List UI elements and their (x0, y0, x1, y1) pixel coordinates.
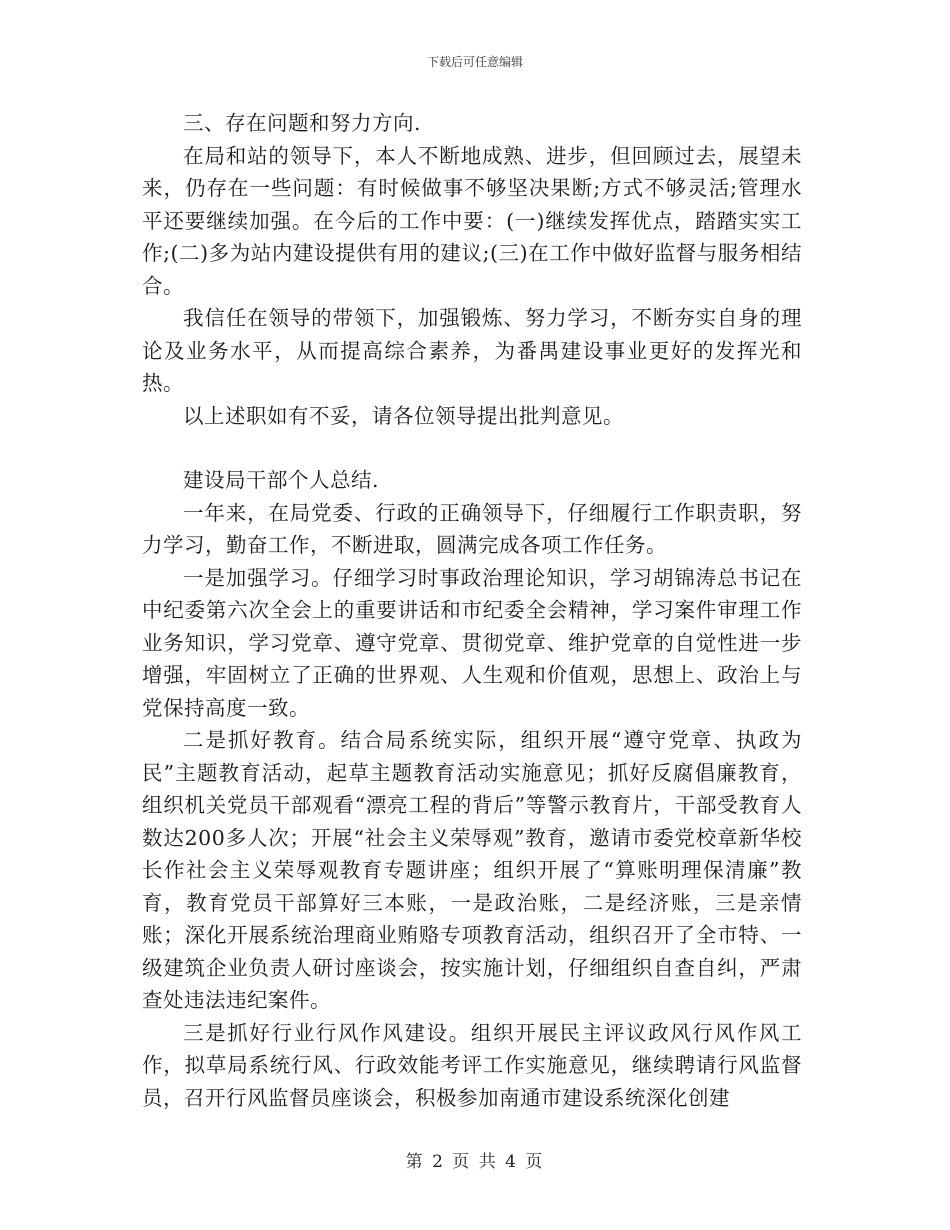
page-header-note: 下载后可任意编辑 (426, 55, 523, 69)
paragraph-closing: 以上述职如有不妥，请各位领导提出批判意见。 (183, 403, 624, 428)
paragraph-commitment: 我信任在领导的带领下，加强锻炼、努力学习，不断夯实自身的理论及业务水平，从而提高综合素养，为番禺建设事业更好的发挥光和热。 (142, 306, 802, 395)
paragraph-study: 一是加强学习。仔细学习时事政治理论知识，学习胡锦涛总书记在中纪委第六次全会上的重要讲话和市纪委全会精神，学习案件审理工作业务知识，学习党章、遵守党章、贯彻党章、维护党章的自觉性进一步增强，牢固树立了正确的世界观、人生观和价值观，思想上、政治上与党保持高度一致。 (142, 565, 802, 720)
paragraph-intro: 一年来，在局党委、行政的正确领导下，仔细履行工作职责职，努力学习，勤奋工作，不断进取，圆满完成各项工作任务。 (142, 500, 802, 557)
paragraph-conduct: 三是抓好行业行风作风建设。组织开展民主评议政风行风作风工作，拟草局系统行风、行政效能考评工作实施意见，继续聘请行风监督员，召开行风监督员座谈会，积极参加南通市建设系统深化创建 (142, 1020, 802, 1110)
section-gap (142, 432, 802, 464)
section-heading: 三、存在问题和努力方向. (183, 111, 422, 135)
document-body (142, 107, 802, 1114)
page-number-footer: 第 2 页 共 4 页 (405, 1152, 545, 1172)
paragraph-education: 二是抓好教育。结合局系统实际，组织开展“遵守党章、执政为民”主题教育活动，起草主题教育活动实施意见；抓好反腐倡廉教育，组织机关党员干部观看“漂亮工程的背后”等警示教育片，干部受教育人数达200多人次；开展“社会主义荣辱观”教育，邀请市委党校章新华校长作社会主义荣辱观教育专题讲座；组织开展了“算账明理保清廉”教育，教育党员干部算好三本账，一是政治账，二是经济账，三是亲情账；深化开展系统治理商业贿赂专项教育活动，组织召开了全市特、一级建筑企业负责人研讨座谈会，按实施计划，仔细组织自查自纠，严肃查处违法违纪案件。 (142, 728, 802, 1012)
paragraph-problems: 在局和站的领导下，本人不断地成熟、进步，但回顾过去，展望未来，仍存在一些问题：有时候做事不够坚决果断;方式不够灵活;管理水平还要继续加强。在今后的工作中要：(一)继续发挥优点，踏踏实实工作;(二)多为站内建设提供有用的建议;(三)在工作中做好监督与服务相结合。 (142, 143, 802, 298)
summary-title: 建设局干部个人总结. (183, 468, 380, 492)
